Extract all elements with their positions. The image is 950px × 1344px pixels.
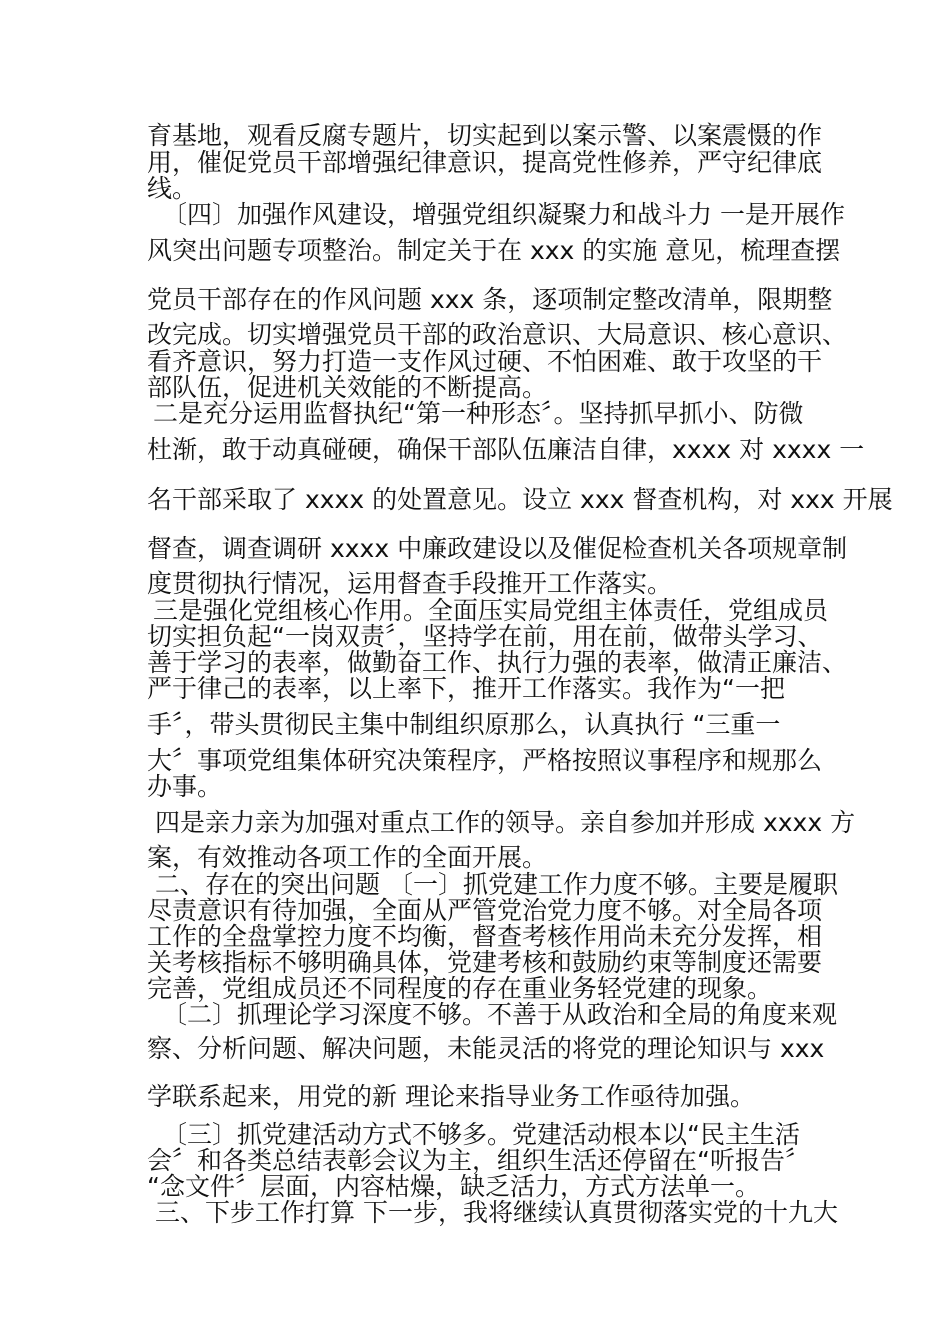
text-line: 尽责意识有待加强，全面从严管党治党力度不够。对全局各项 bbox=[147, 896, 823, 925]
text-line: 大〞事项党组集体研究决策程序，严格按照议事程序和规那么 bbox=[147, 746, 823, 775]
text-line: 手〞，带头贯彻民主集中制组织原那么，认真执行 “三重一 bbox=[147, 710, 781, 739]
text-line: 督查，调查调研 xxxx 中廉政建设以及催促检查机关各项规章制 bbox=[147, 534, 848, 563]
text-line: 二、存在的突出问题 〔一〕抓党建工作力度不够。主要是履职 bbox=[155, 870, 838, 899]
text-line: 察、分析问题、解决问题，未能灵活的将党的理论知识与 xxx bbox=[147, 1034, 825, 1063]
text-line: 案，有效推动各项工作的全面开展。 bbox=[147, 843, 548, 872]
text-line: 二是充分运用监督执纪“第一种形态〞。坚持抓早抓小、防微 bbox=[153, 399, 804, 428]
text-line: 办事。 bbox=[147, 772, 223, 801]
text-line: 三、下步工作打算 下一步，我将继续认真贯彻落实党的十九大 bbox=[155, 1198, 838, 1227]
text-line: 〔三〕抓党建活动方式不够多。党建活动根本以“民主生活 bbox=[162, 1120, 800, 1149]
text-line: “念文件〞层面，内容枯燥，缺乏活力，方式方法单一。 bbox=[147, 1172, 760, 1201]
text-line: 党员干部存在的作风问题 xxx 条，逐项制定整改清单，限期整 bbox=[147, 285, 833, 314]
text-line: 线。 bbox=[147, 174, 198, 203]
text-line: 三是强化党组核心作用。全面压实局党组主体责任，党组成员 bbox=[153, 596, 829, 625]
text-line: 切实担负起“一岗双责〞，坚持学在前，用在前，做带头学习、 bbox=[147, 622, 823, 651]
text-line: 四是亲力亲为加强对重点工作的领导。亲自参加并形成 xxxx 方 bbox=[155, 808, 856, 837]
text-line: 度贯彻执行情况，运用督查手段推开工作落实。 bbox=[147, 569, 673, 598]
text-line: 完善，党组成员还不同程度的存在重业务轻党建的现象。 bbox=[147, 974, 773, 1003]
text-line: 学联系起来，用党的新 理论来指导业务工作亟待加强。 bbox=[147, 1082, 755, 1111]
text-line: 关考核指标不够明确具体，党建考核和鼓励约束等制度还需要 bbox=[147, 948, 823, 977]
text-line: 名干部采取了 xxxx 的处置意见。设立 xxx 督查机构，对 xxx 开展 bbox=[147, 485, 893, 514]
text-line: 改完成。切实增强党员干部的政治意识、大局意识、核心意识、 bbox=[147, 320, 848, 349]
text-line: 看齐意识，努力打造一支作风过硬、不怕困难、敢于攻坚的干 bbox=[147, 347, 823, 376]
text-line: 工作的全盘掌控力度不均衡，督查考核作用尚未充分发挥，相 bbox=[147, 922, 823, 951]
text-line: 严于律己的表率，以上率下，推开工作落实。我作为“一把 bbox=[147, 674, 785, 703]
text-line: 会〞和各类总结表彰会议为主，组织生活还停留在“听报告〞 bbox=[147, 1146, 810, 1175]
text-line: 善于学习的表率，做勤奋工作、执行力强的表率，做清正廉洁、 bbox=[147, 648, 848, 677]
text-line: 育基地，观看反腐专题片，切实起到以案示警、以案震慑的作 bbox=[147, 121, 823, 150]
text-line: 〔二〕抓理论学习深度不够。不善于从政治和全局的角度来观 bbox=[162, 1000, 838, 1029]
text-line: 用，催促党员干部增强纪律意识，提高党性修养，严守纪律底 bbox=[147, 148, 823, 177]
text-line: 部队伍，促进机关效能的不断提高。 bbox=[147, 373, 548, 402]
text-line: 〔四〕加强作风建设，增强党组织凝聚力和战斗力 一是开展作 bbox=[162, 200, 845, 229]
text-line: 杜渐，敢于动真碰硬，确保干部队伍廉洁自律，xxxx 对 xxxx 一 bbox=[147, 435, 865, 464]
text-line: 风突出问题专项整治。制定关于在 xxx 的实施 意见，梳理查摆 bbox=[147, 236, 841, 265]
